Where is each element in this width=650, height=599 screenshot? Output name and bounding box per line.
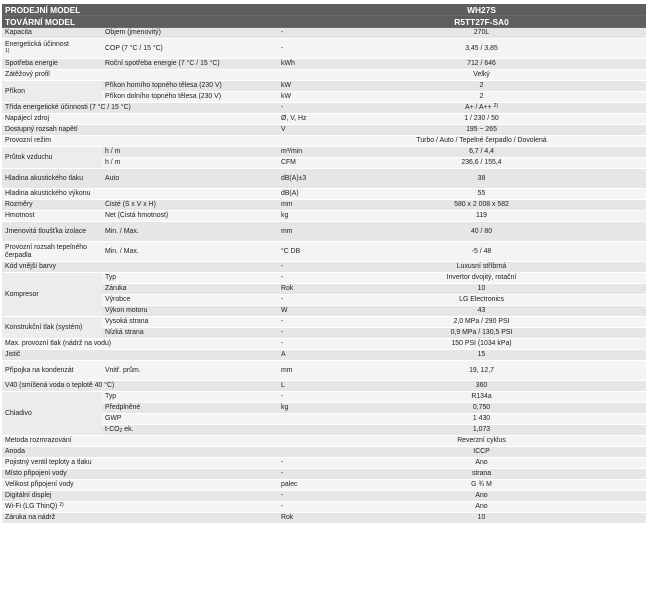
row-kod-barvy — [2, 262, 646, 273]
row-value: Luxusní stříbrná — [317, 262, 646, 273]
row-label: Zátěžový profil — [2, 70, 317, 81]
row-value: 6,7 / 4,4 — [317, 147, 646, 158]
row-hmotnost — [2, 211, 646, 222]
row-unit: - — [278, 491, 317, 502]
row-value: 580 x 2 008 x 582 — [317, 200, 646, 211]
row-label: Kompresor — [2, 273, 102, 317]
row-chladivo-typ — [2, 392, 646, 403]
row-value: Velký — [317, 70, 646, 81]
row-velikost-pripojeni — [2, 480, 646, 491]
header-value: WH27S — [317, 4, 646, 16]
row-unit: kg — [278, 211, 317, 222]
row-prutok-m3 — [2, 147, 646, 158]
row-tloustka-izolace — [2, 222, 646, 242]
row-value: 119 — [317, 211, 646, 222]
row-value: 3,45 / 3,85 — [317, 39, 646, 59]
row-unit: palec — [278, 480, 317, 491]
row-sublabel: Min. / Max. — [102, 242, 278, 262]
row-sublabel: Roční spotřeba energie (7 °C / 15 °C) — [102, 59, 278, 70]
row-pojistny-ventil — [2, 458, 646, 469]
spec-table — [2, 4, 646, 524]
row-value: 1 / 230 / 50 — [317, 114, 646, 125]
row-metoda-rozmrazovani — [2, 436, 646, 447]
row-label: Napájecí zdroj — [2, 114, 278, 125]
row-value: 712 / 646 — [317, 59, 646, 70]
row-label: Rozměry — [2, 200, 102, 211]
row-label: Místo připojení vody — [2, 469, 278, 480]
row-unit: kW — [278, 92, 317, 103]
row-provozni-rozsah — [2, 242, 646, 262]
row-unit: dB(A) — [278, 189, 317, 200]
row-unit: - — [278, 392, 317, 403]
row-unit: - — [278, 39, 317, 59]
row-value: 55 — [317, 189, 646, 200]
row-kompresor-typ — [2, 273, 646, 284]
row-provozni-rezim — [2, 136, 646, 147]
row-value: 195 ~ 265 — [317, 125, 646, 136]
row-label: Průtok vzduchu — [2, 147, 102, 169]
row-unit: - — [278, 469, 317, 480]
row-label: Chladivo — [2, 392, 102, 436]
row-anoda — [2, 447, 646, 458]
row-unit: CFM — [278, 158, 317, 169]
row-value: Ano — [317, 502, 646, 513]
row-sublabel: Čisté (Š x V x H) — [102, 200, 278, 211]
header-row-sales-model — [2, 4, 646, 16]
row-sublabel: $t-CO_2$ ek. — [102, 425, 278, 436]
row-label: Wi-Fi (LG ThinQ) $^{2)}$ — [2, 502, 278, 513]
row-label: Přípojka na kondenzát — [2, 361, 102, 381]
row-unit: Rok — [278, 284, 317, 295]
row-unit: - — [278, 328, 317, 339]
row-sublabel: Výkon motoru — [102, 306, 278, 317]
row-unit — [278, 425, 317, 436]
row-rozmery — [2, 200, 646, 211]
row-label: Hladina akustického tlaku — [2, 169, 102, 189]
row-sublabel: Předplněné — [102, 403, 278, 414]
row-unit: - — [278, 262, 317, 273]
row-value: A+ / A++ $^{2)}$ — [317, 103, 646, 114]
row-label: Dostupný rozsah napětí — [2, 125, 278, 136]
row-unit: kW — [278, 81, 317, 92]
row-unit: V — [278, 125, 317, 136]
row-label: Provozní režim — [2, 136, 317, 147]
row-energeticka-ucinnost — [2, 39, 646, 59]
row-spotreba-energie — [2, 59, 646, 70]
row-unit — [278, 414, 317, 425]
row-label: Kód vnější barvy — [2, 262, 278, 273]
row-unit: mm — [278, 222, 317, 242]
row-value: 1,073 — [317, 425, 646, 436]
row-kapacita — [2, 28, 646, 39]
row-value: ICCP — [317, 447, 646, 458]
row-label: Metoda rozmrazování — [2, 436, 317, 447]
row-value: Ano — [317, 458, 646, 469]
row-unit: °C DB — [278, 242, 317, 262]
row-label: Třída energetické účinnosti (7 °C / 15 °C) — [2, 103, 278, 114]
row-value: 19, 12,7 — [317, 361, 646, 381]
row-unit: Ø, V, Hz — [278, 114, 317, 125]
row-unit: mm — [278, 200, 317, 211]
row-label: Pojistný ventil teploty a tlaku — [2, 458, 278, 469]
row-value: G ¾ M — [317, 480, 646, 491]
row-value: 0,750 — [317, 403, 646, 414]
row-zaruka-nadrz — [2, 513, 646, 524]
row-sublabel: Nízká strana — [102, 328, 278, 339]
row-label: Příkon — [2, 81, 102, 103]
row-value: Reverzní cyklus — [317, 436, 646, 447]
row-value: Invertor dvojitý, rotační — [317, 273, 646, 284]
row-unit: Rok — [278, 513, 317, 524]
row-pripojka-kondenzat — [2, 361, 646, 381]
row-sublabel: Objem (jmenovitý) — [102, 28, 278, 39]
row-value: 1 430 — [317, 414, 646, 425]
row-value: 236,6 / 155,4 — [317, 158, 646, 169]
row-sublabel: Příkon horního topného tělesa (230 V) — [102, 81, 278, 92]
row-v40 — [2, 381, 646, 392]
row-sublabel: h / m — [102, 147, 278, 158]
row-napajeci-zdroj — [2, 114, 646, 125]
row-value: 2 — [317, 92, 646, 103]
row-sublabel: Příkon dolního topného tělesa (230 V) — [102, 92, 278, 103]
row-value: 40 / 80 — [317, 222, 646, 242]
row-label: Provozní rozsah tepelného čerpadla — [2, 242, 102, 262]
row-zatezovy-profil — [2, 70, 646, 81]
row-unit: - — [278, 103, 317, 114]
row-unit: m³/min — [278, 147, 317, 158]
row-value: 270L — [317, 28, 646, 39]
row-value: 2 — [317, 81, 646, 92]
row-value: 2,0 MPa / 290 PSI — [317, 317, 646, 328]
row-label: Záruka na nádrž — [2, 513, 278, 524]
row-label: Jmenovitá tloušťka izolace — [2, 222, 102, 242]
row-label: Konstrukční tlak (systém) — [2, 317, 102, 339]
row-digitalni-displej — [2, 491, 646, 502]
row-sublabel: Vnitř. prům. — [102, 361, 278, 381]
row-value: strana — [317, 469, 646, 480]
row-sublabel: GWP — [102, 414, 278, 425]
row-max-provozni-tlak — [2, 339, 646, 350]
row-hladina-vykonu — [2, 189, 646, 200]
row-wifi — [2, 502, 646, 513]
row-unit: W — [278, 306, 317, 317]
header-row-factory-model — [2, 16, 646, 28]
row-hladina-tlaku — [2, 169, 646, 189]
spec-sheet — [2, 4, 646, 524]
row-value: Ano — [317, 491, 646, 502]
row-value: 15 — [317, 350, 646, 361]
header-value: R5TT27F-SA0 — [317, 16, 646, 28]
row-label: Anoda — [2, 447, 317, 458]
row-value: 360 — [317, 381, 646, 392]
footnote-marker: 2) — [493, 103, 499, 109]
row-label: Digitální displej — [2, 491, 278, 502]
row-value: R134a — [317, 392, 646, 403]
row-sublabel: Vysoká strana — [102, 317, 278, 328]
footnote-marker: 2) — [59, 502, 64, 508]
row-unit: - — [278, 339, 317, 350]
row-unit: L — [278, 381, 317, 392]
row-sublabel: Typ — [102, 392, 278, 403]
row-value: 10 — [317, 513, 646, 524]
row-sublabel: Typ — [102, 273, 278, 284]
row-value: -5 / 48 — [317, 242, 646, 262]
row-value: 38 — [317, 169, 646, 189]
header-label: PRODEJNÍ MODEL — [2, 4, 317, 16]
row-unit: mm — [278, 361, 317, 381]
row-label: Hmotnost — [2, 211, 102, 222]
row-label: Velikost připojení vody — [2, 480, 278, 491]
row-unit: - — [278, 317, 317, 328]
row-sublabel: Auto — [102, 169, 278, 189]
footnote-marker: 1) — [5, 47, 10, 54]
row-sublabel: Záruka — [102, 284, 278, 295]
row-sublabel: h / m — [102, 158, 278, 169]
row-unit: dB(A)±3 — [278, 169, 317, 189]
row-label: Energetická účinnost $^{1)}$ — [2, 39, 102, 59]
row-unit: - — [278, 502, 317, 513]
row-jistic — [2, 350, 646, 361]
row-value: 10 — [317, 284, 646, 295]
header-label: TOVÁRNÍ MODEL — [2, 16, 317, 28]
row-prikon-horni — [2, 81, 646, 92]
row-label: Jistič — [2, 350, 278, 361]
row-value: 43 — [317, 306, 646, 317]
row-label: Kapacita — [2, 28, 102, 39]
row-unit: - — [278, 28, 317, 39]
row-sublabel: Výrobce — [102, 295, 278, 306]
row-label: V40 (smíšená voda o teplotě 40 °C) — [2, 381, 278, 392]
row-label: Max. provozní tlak (nádrž na vodu) — [2, 339, 278, 350]
row-misto-pripojeni — [2, 469, 646, 480]
row-unit: - — [278, 295, 317, 306]
row-konstrukcni-vysoka — [2, 317, 646, 328]
row-unit: A — [278, 350, 317, 361]
row-unit: kWh — [278, 59, 317, 70]
row-sublabel: COP (7 °C / 15 °C) — [102, 39, 278, 59]
row-sublabel: Net (Čistá hmotnost) — [102, 211, 278, 222]
row-value: LG Electronics — [317, 295, 646, 306]
row-label: Hladina akustického výkonu — [2, 189, 278, 200]
row-unit: kg — [278, 403, 317, 414]
row-label: Spotřeba energie — [2, 59, 102, 70]
row-value: 150 PSI (1034 kPa) — [317, 339, 646, 350]
row-sublabel: Min. / Max. — [102, 222, 278, 242]
row-rozsah-napeti — [2, 125, 646, 136]
row-value: Turbo / Auto / Tepelné čerpadlo / Dovolená — [317, 136, 646, 147]
row-value: 0,9 MPa / 130,5 PSI — [317, 328, 646, 339]
row-trida-ucinnosti — [2, 103, 646, 114]
row-unit: - — [278, 458, 317, 469]
row-unit: - — [278, 273, 317, 284]
